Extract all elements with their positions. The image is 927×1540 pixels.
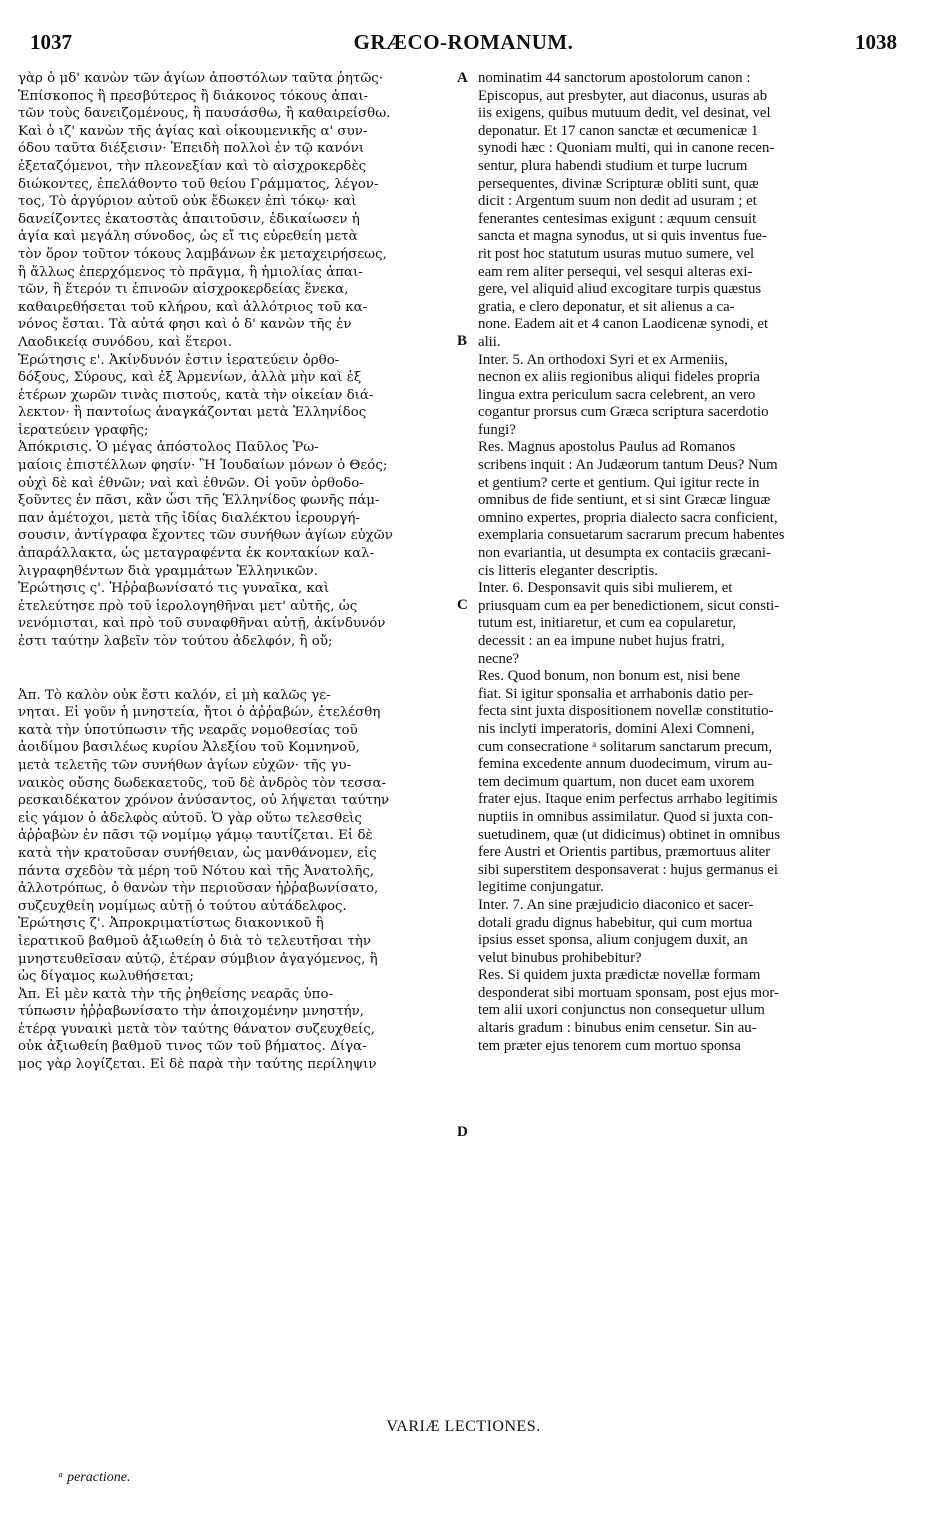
greek-text-line: τὸν ὅρον τοῦτον τόκους λαμβάνων ἐκ μεταχειρήσεως,: [18, 246, 387, 262]
greek-text-line: δόξους, Σύρους, καὶ ἐξ Ἀρμενίων, ἀλλὰ μὴν καὶ ἐξ: [18, 370, 362, 386]
greek-text-line: μος γὰρ λογίζεται. Εἰ δὲ παρὰ τὴν ταύτης περίληψιν: [18, 1057, 377, 1073]
latin-text-line: dotali gradu dignus habebitur, qui cum mortua: [478, 914, 753, 931]
greek-text-line: νηται. Εἰ γοῦν ἡ μνηστεία, ἤτοι ὁ ἀῤῥαβών, ἐτελέσθη: [18, 705, 381, 721]
greek-text-line: δανείζοντες ἑκατοστὰς ἀπαιτοῦσιν, ἐδικαίωσεν ἡ: [18, 211, 360, 227]
latin-text-line: rit post hoc statutum usuras mutuo sumere, vel: [478, 245, 755, 262]
latin-text-line: cum consecratione ᵃ solitarum sanctarum precum,: [478, 738, 773, 755]
greek-text-line: καθαιρεθήσεται τοῦ κλήρου, καὶ ἀλλότριος τοῦ κα-: [18, 299, 368, 315]
latin-text-line: necne?: [478, 650, 520, 667]
greek-text-line: ἁγία καὶ μεγάλη σύνοδος, ὡς εἴ τις εὑρεθείη μετὰ: [18, 229, 358, 245]
greek-text-line: νόνος ἔσται. Τὰ αὐτά φησι καὶ ὁ δ' κανὼν τῆς ἐν: [18, 317, 352, 333]
latin-text-line: velut binubus prohibebitur?: [478, 949, 642, 966]
greek-text-line: Ἐπίσκοπος ἢ πρεσβύτερος ἢ διάκονος τόκους ἀπαι-: [18, 88, 369, 104]
latin-text-line: frater ejus. Itaque enim perfectus arrhabo legitimis: [478, 791, 778, 808]
greek-text-line: ἀοιδίμου βασιλέως κυρίου Ἀλεξίου τοῦ Κομνηνοῦ,: [18, 740, 360, 756]
latin-text-line: dicit : Argentum suum non dedit ad usuram ; et: [478, 193, 757, 210]
greek-text-line: κατὰ τὴν κρατοῦσαν συνήθειαν, ὡς μανθάνομεν, εἰς: [18, 845, 377, 861]
greek-text-line: όδου ταῦτα διέξεισιν· Ἐπειδὴ πολλοὶ ἐν τῷ κανόνι: [18, 141, 365, 157]
greek-text-line: [18, 651, 463, 687]
latin-text-line: altaris gradum : binubus enim censetur. Sin au-: [478, 1020, 757, 1037]
greek-text-line: παν ἀμέτοχοι, μετὰ τῆς ἰδίας διαλέκτου ἱερουργή-: [18, 510, 360, 526]
latin-text-line: cis litteris eleganter descriptis.: [478, 562, 658, 579]
latin-text-line: Inter. 5. An orthodoxi Syri et ex Armeniis,: [478, 351, 728, 368]
latin-text-line: fenerantes centesimas exigunt : æquum censuit: [478, 210, 757, 227]
greek-text-line: οὐχὶ δὲ καὶ ἐθνῶν; ναὶ καὶ ἐθνῶν. Οἱ γοῦν ὀρθοδο-: [18, 475, 364, 491]
greek-text-line: Ἐρώτησις ς'. Ἡῤῥαβωνίσατό τις γυναῖκα, καὶ: [18, 581, 330, 597]
greek-text-line: ἱερατικοῦ βαθμοῦ ἀξιωθείη ὁ διὰ τὸ τελευτῆσαι τὴν: [18, 933, 371, 949]
latin-text-line: lingua extra periculum sacra celebrent, an vero: [478, 386, 756, 403]
latin-text-line: fungi?: [478, 421, 516, 438]
latin-text-line: alii.: [478, 333, 501, 350]
greek-text-line: Ἐρώτησις ε'. Ἀκίνδυνόν ἐστιν ἱερατεύειν ὀρθο-: [18, 352, 340, 368]
left-page-number: 1037: [30, 30, 72, 54]
latin-text-line: necnon ex aliis regionibus aliqui fideles propria: [478, 369, 760, 386]
latin-text-line: tutum est, initiaretur, et cum ea copularetur,: [478, 615, 737, 632]
latin-text-line: scribens inquit : An Judæorum tantum Deus? Num: [478, 457, 778, 474]
footnote: ᵃ peractione.: [58, 1470, 131, 1485]
running-header: [30, 30, 897, 58]
latin-text-line: tem præter ejus tenorem cum mortuo sponsa: [478, 1037, 741, 1054]
latin-text-line: omnino expertes, propria dialecto sacra conficient,: [478, 509, 778, 526]
latin-text-line: synodi hæc : Quoniam multi, qui in canone recen-: [478, 140, 775, 157]
greek-text-line: λιγραφηθέντων διὰ γραμμάτων Ἑλληνικῶν.: [18, 563, 318, 579]
greek-text-line: μαίοις ἐπιστέλλων φησίν· Ἢ Ἰουδαίων μόνων ὁ Θεός;: [18, 458, 388, 474]
latin-text-line: tem decimum quartum, non ducet eam uxorem: [478, 773, 755, 790]
latin-text-line: cogantur prorsus cum Græca scriptura sacerdotio: [478, 404, 769, 421]
margin-letter-c: C: [457, 597, 468, 613]
latin-text-line: fere Austri et Orientis partibus, præmortuus aliter: [478, 844, 771, 861]
greek-text-line: ἐξεταζόμενοι, τὴν πλεονεξίαν καὶ τὸ αἰσχροκερδὲς: [18, 158, 367, 174]
greek-text-line: τῶν τοὺς δανειζομένους, ἢ παυσάσθω, ἢ καθαιρείσθω.: [18, 106, 391, 122]
latin-text-line: non evariantia, ut desumpta ex contaciis græcani-: [478, 545, 771, 562]
latin-text-line: priusquam cum ea per benedictionem, sicut consti-: [478, 597, 780, 614]
greek-text-line: ἐστι ταύτην λαβεῖν τὸν τούτου ἀδελφόν, ἢ οὔ;: [18, 634, 333, 649]
latin-text-line: deponatur. Et 17 canon sanctæ et œcumenicæ 1: [478, 122, 759, 139]
margin-letter-d: D: [457, 1124, 468, 1140]
greek-text-line: Λαοδικείᾳ συνόδου, καὶ ἕτεροι.: [18, 334, 233, 350]
greek-text-line: τῶν, ἢ ἕτερόν τι ἐπινοῶν αἰσχροκερδείας ἕνεκα,: [18, 282, 349, 298]
latin-text-line: fecta sint juxta dispositionem novellæ constitutio-: [478, 703, 774, 720]
greek-text-line: ἑτέρων χωρῶν τινὰς πιστούς, κατὰ τὴν οἰκείαν διά-: [18, 387, 374, 403]
greek-text-line: ἱερατεύειν γραφῆς;: [18, 422, 149, 438]
greek-text-line: λεκτον· ἢ παντοίως ἀναγκάζονται μετὰ Ἑλληνίδος: [18, 405, 367, 421]
greek-text-line: διώκοντες, ἐπελάθοντο τοῦ θείου Γράμματος, λέγον-: [18, 176, 379, 192]
greek-text-line: συζευχθείη νομίμως αὐτῇ ὁ τούτου αὐτάδελφος.: [18, 898, 347, 914]
latin-text-line: nuptiis in omnibus assimilatur. Quod si juxta con-: [478, 808, 774, 825]
greek-text-line: Ἀπ. Τὸ καλὸν οὐκ ἔστι καλόν, εἰ μὴ καλῶς γε-: [18, 687, 331, 703]
greek-text-line: ἐτελεύτησε πρὸ τοῦ ἱερολογηθῆναι μετ' αὐτῆς, ὡς: [18, 598, 358, 614]
latin-text-line: tem alii uxori conjunctus non consequetur ullum: [478, 1002, 765, 1019]
latin-text-line: persequentes, divinæ Scripturæ obliti sunt, quæ: [478, 175, 759, 192]
greek-text-line: ὡς δίγαμος κωλυθήσεται;: [18, 969, 194, 985]
latin-text-line: ipsius esset sponsa, alium conjugem duxit, an: [478, 932, 748, 949]
greek-text-line: Ἐρώτησις ζ'. Ἀπροκριματίστως διακονικοῦ ἢ: [18, 916, 324, 932]
latin-text-line: sentur, plura habendi studium et turpe lucrum: [478, 157, 748, 174]
greek-text-line: ναικὸς οὔσης δωδεκαετοῦς, τοῦ δὲ ἀνδρὸς τὸν τεσσα-: [18, 775, 387, 791]
latin-text-line: sancta et magna synodus, ut si quis inventus fue-: [478, 228, 767, 245]
latin-text-line: nominatim 44 sanctorum apostolorum canon :: [478, 70, 751, 86]
greek-column: [18, 70, 463, 1074]
latin-text-line: et gentium? certe et gentium. Qui igitur recte in: [478, 474, 760, 491]
latin-text-line: desponderat sibi mortuam sponsam, post ejus mor-: [478, 984, 779, 1001]
greek-text-line: μνηστευθεῖσαν αὐτῷ, ἑτέραν σύμβιον ἀγαγόμενος, ἢ: [18, 951, 378, 967]
greek-text-line: τύπωσιν ἠῤῥαβωνίσατο τὴν ἀποιχομένην μνηστήν,: [18, 1004, 365, 1020]
right-page-number: 1038: [855, 30, 897, 54]
latin-text-line: gratia, e clero deponatur, et sit alienus a ca-: [478, 298, 735, 315]
latin-text-line: legitime conjungatur.: [478, 879, 604, 896]
greek-text-line: μετὰ τελετῆς τῶν συνήθων ἁγίων εὐχῶν· τῆς γυ-: [18, 757, 352, 773]
variae-lectiones-heading: VARIÆ LECTIONES.: [386, 1418, 541, 1435]
greek-text-line: ἀπαράλλακτα, ὡς μεταγραφέντα ἐκ κοντακίων καλ-: [18, 546, 375, 562]
greek-text-line: ξοῦντες ἐν πᾶσι, κἂν ὦσι τῆς Ἑλληνίδος φωνῆς πάμ-: [18, 493, 380, 509]
greek-text-line: κατὰ τὴν ὑποτύπωσιν τῆς νεαρᾶς νομοθεσίας τοῦ: [18, 722, 358, 738]
latin-text-line: iis exigens, quibus mutuum dedit, vel desinat, vel: [478, 105, 771, 122]
greek-text-line: νενόμισται, καὶ πρὸ τοῦ συναφθῆναι αὐτῇ, ἀκίνδυνόν: [18, 616, 386, 632]
latin-text-line: Inter. 6. Desponsavit quis sibi mulierem, et: [478, 580, 733, 597]
latin-text-line: suetudinem, quæ (ut didicimus) obtinet in omnibus: [478, 826, 781, 843]
greek-text-line: ἀλλοτρόπως, ὁ θανὼν τὴν περιοῦσαν ἠῤῥαβωνίσατο,: [18, 881, 379, 897]
latin-text-line: gere, vel aliquid aliud excogitare turpis quæstus: [478, 281, 762, 298]
greek-text-line: ἀῤῥαβὼν ἐν πᾶσι τῷ νομίμῳ γάμῳ ταυτίζεται. Εἰ δὲ: [18, 828, 373, 844]
latin-text-line: exemplaria consuetarum sacrarum precum habentes: [478, 527, 785, 544]
latin-text-line: nis inclyti imperatoris, domini Alexi Comneni,: [478, 720, 755, 737]
greek-text-line: τος, Τὸ ἀργύριον αὐτοῦ οὐκ ἔδωκεν ἐπὶ τόκῳ· καὶ: [18, 194, 357, 210]
margin-letter-b: B: [457, 333, 468, 349]
greek-text-line: εἰς γάμον ὁ ἀδελφὸς αὐτοῦ. Ὁ γὰρ οὕτω τελεσθεὶς: [18, 810, 362, 826]
latin-column: [478, 70, 896, 1055]
running-title: GRÆCO-ROMANUM.: [353, 30, 574, 54]
latin-text-line: eam rem aliter persequi, vel sesqui alteras exi-: [478, 263, 753, 280]
latin-text-line: Episcopus, aut presbyter, aut diaconus, usuras ab: [478, 87, 768, 104]
greek-text-line: ρεσκαιδέκατον χρόνον ἀνύσαντος, οὐ λήψεται ταύτην: [18, 793, 390, 809]
latin-text-line: none. Eadem ait et 4 canon Laodicenæ synodi, et: [478, 316, 769, 333]
latin-text-line: omnibus de fide sentiunt, et si sint Græcæ linguæ: [478, 492, 771, 509]
latin-text-line: Inter. 7. An sine præjudicio diaconico et sacer-: [478, 896, 754, 913]
greek-text-line: ἑτέρᾳ γυναικὶ μετὰ τὸν ταύτης θάνατον συζευχθείς,: [18, 1021, 376, 1037]
latin-text-line: femina excedente annum duodecimum, virum au-: [478, 756, 773, 773]
latin-text-line: Res. Si quidem juxta prædictæ novellæ formam: [478, 967, 761, 984]
greek-text-line: οὐκ ἀξιωθείη βαθμοῦ τινος τῶν τοῦ βήματος. Δίγα-: [18, 1039, 367, 1055]
greek-text-line: ἢ ἄλλως ἐπερχόμενος τὸ πρᾶγμα, ἢ ἡμιολίας ἀπαι-: [18, 264, 363, 280]
greek-text-line: Ἀπ. Εἰ μὲν κατὰ τὴν τῆς ῥηθείσης νεαρᾶς ὑπο-: [18, 986, 334, 1002]
greek-text-line: Καὶ ὁ ιζ' κανὼν τῆς ἁγίας καὶ οἰκουμενικῆς α' συν-: [18, 123, 368, 139]
margin-letter-a: A: [457, 70, 468, 86]
latin-text-line: fiat. Si igitur sponsalia et arrhabonis datio per-: [478, 685, 754, 702]
greek-text-line: γὰρ ὁ μδ' κανὼν τῶν ἁγίων ἀποστόλων ταῦτα ῥητῶς·: [18, 71, 383, 86]
latin-text-line: Res. Quod bonum, non bonum est, nisi bene: [478, 668, 741, 685]
greek-text-line: σουσιν, ἀντίγραφα ἔχοντες τῶν συνήθων ἁγίων εὐχῶν: [18, 528, 393, 544]
greek-text-line: πάντα σχεδὸν τὰ μέρη τοῦ Νότου καὶ τῆς Ἀνατολῆς,: [18, 863, 375, 879]
latin-text-line: sibi superstitem desponsaverat : hujus germanus ei: [478, 861, 778, 878]
greek-text-line: Ἀπόκρισις. Ὁ μέγας ἀπόστολος Παῦλος Ῥω-: [18, 440, 319, 456]
latin-text-line: decessit : an ea impune nubet hujus fratri,: [478, 633, 725, 649]
latin-text-line: Res. Magnus apostolus Paulus ad Romanos: [478, 439, 736, 456]
